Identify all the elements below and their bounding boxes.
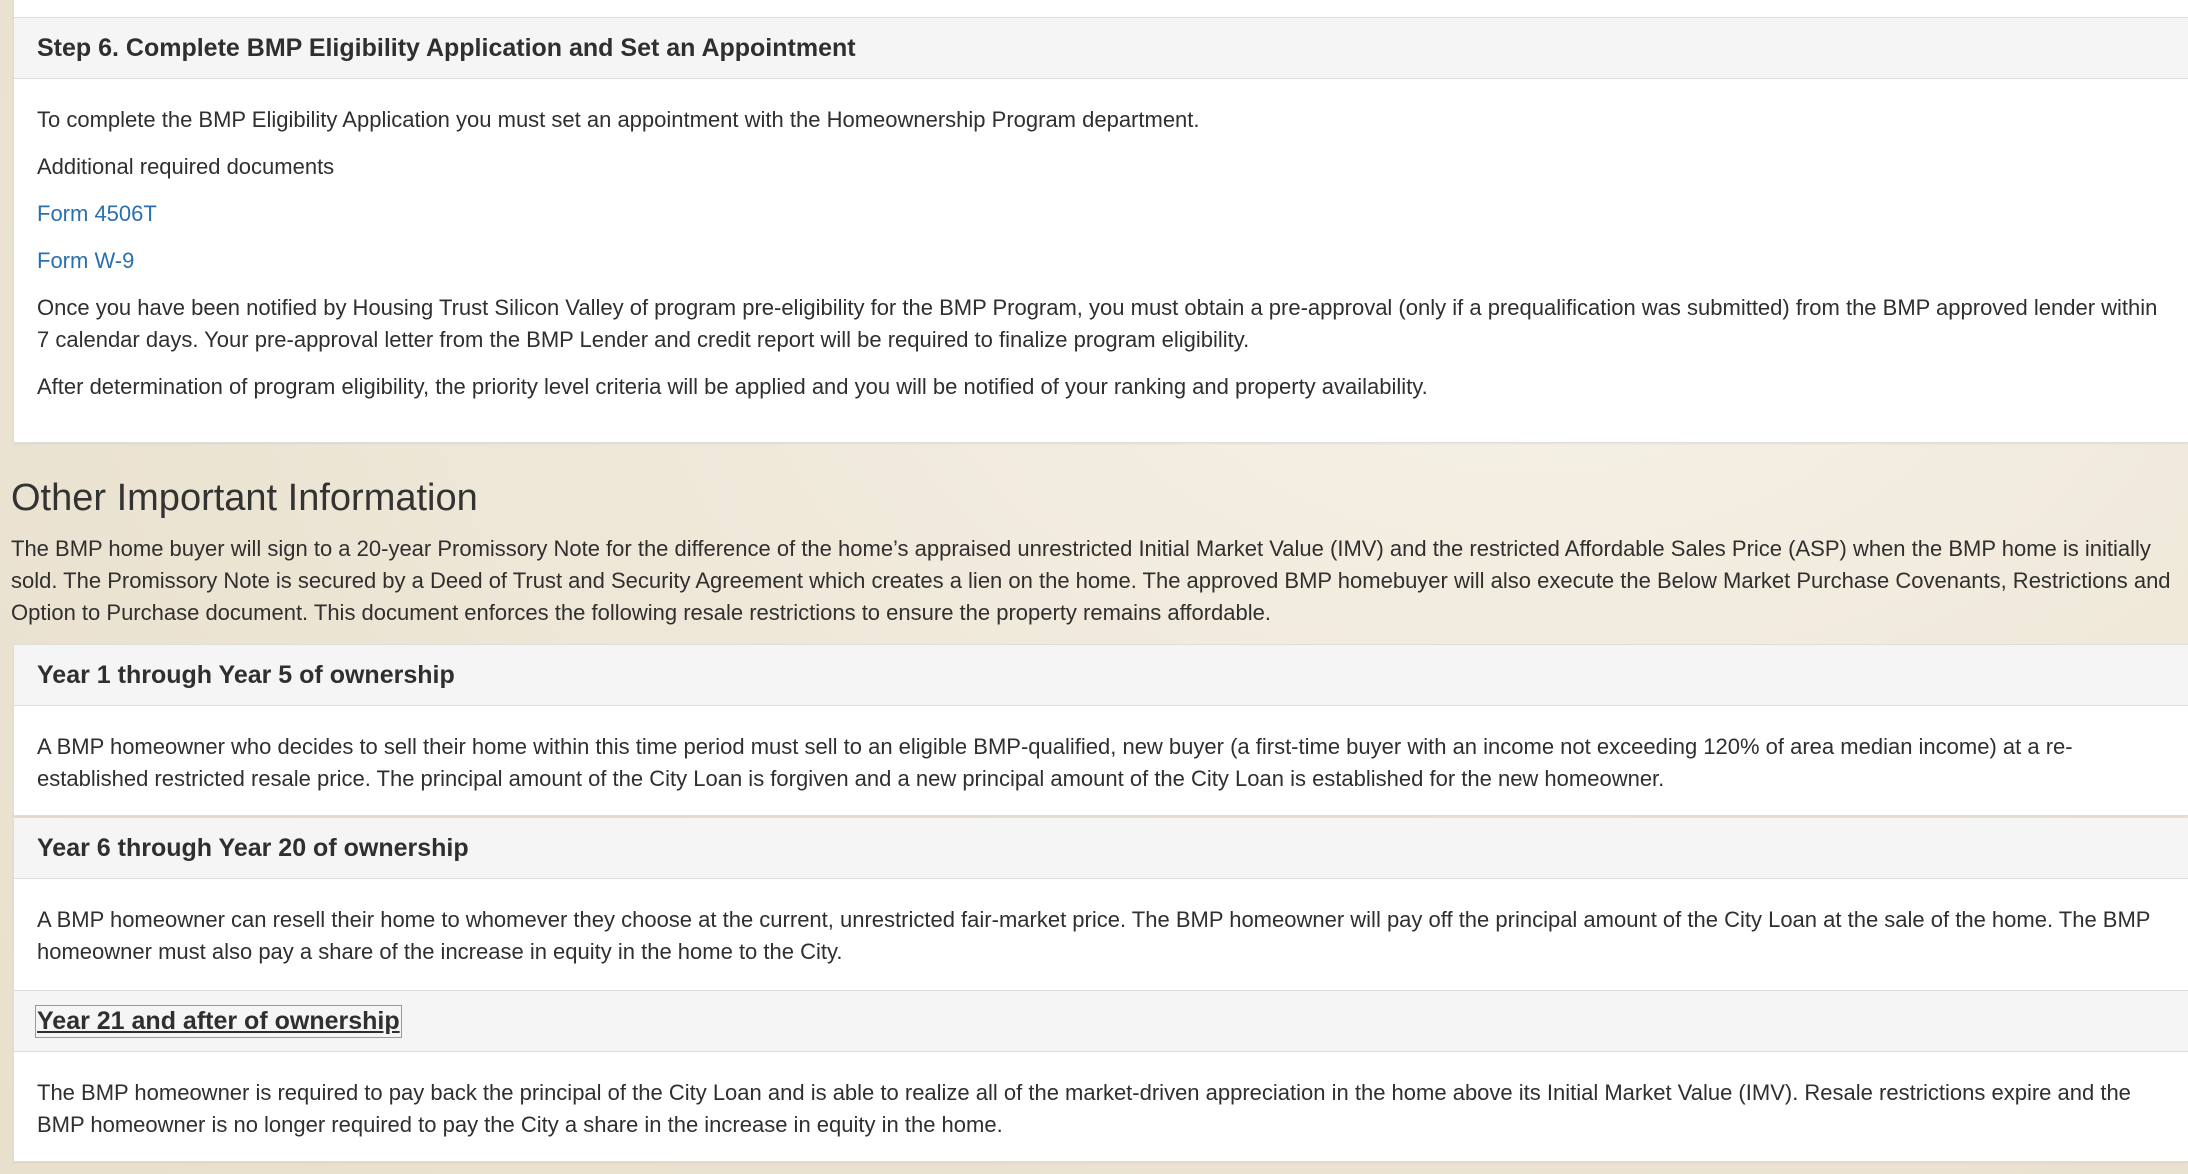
year21-heading (14, 991, 2188, 1052)
year1-5-panel (13, 644, 2188, 816)
step6-paragraph-appointment: To complete the BMP Eligibility Application you must set an appointment with the Homeownership Program department. (37, 107, 1200, 132)
form-w9-row (37, 245, 2165, 277)
previous-panel-edge (13, 0, 2188, 18)
year1-5-body (14, 731, 2188, 795)
year1-5-text: A BMP homeowner who decides to sell their home within this time period must sell to an eligible BMP-qualified, new buyer (a first-time buyer with an income not exceeding 120% of area median income) at a re-established restricted resale price. The principal amount of the City Loan is forgiven and a new principal amount of the City Loan is established for the new homeowner. (37, 734, 2073, 791)
other-info-intro: The BMP home buyer will sign to a 20-year Promissory Note for the difference of the home’s appraised unrestricted Initial Market Value (IMV) and the restricted Affordable Sales Price (ASP) when the BMP home is initially sold. The Promissory Note is secured by a Deed of Trust and Security Agreement which creates a lien on the home. The approved BMP homebuyer will also execute the Below Market Purchase Covenants, Restrictions and Option to Purchase document. This document enforces the following resale restrictions to ensure the property remains affordable. (11, 536, 2171, 625)
year21-body (14, 1077, 2188, 1141)
year21-panel (13, 990, 2188, 1162)
step6-title: Step 6. Complete BMP Eligibility Application and Set an Appointment (37, 33, 856, 62)
step6-panel (13, 17, 2188, 443)
year6-20-body (14, 904, 2188, 968)
year1-5-heading (14, 645, 2188, 706)
year6-20-panel (13, 817, 2188, 991)
step6-paragraph-preapproval: Once you have been notified by Housing Trust Silicon Valley of program pre-eligibility for the BMP Program, you must obtain a pre-approval (only if a prequalification was submitted) from the BMP approved lender within 7 calendar days. Your pre-approval letter from the BMP Lender and credit report will be required to finalize program eligibility. (37, 295, 2158, 352)
year1-5-title: Year 1 through Year 5 of ownership (37, 660, 455, 689)
step6-heading (14, 18, 2188, 79)
year6-20-text: A BMP homeowner can resell their home to whomever they choose at the current, unrestricted fair-market price. The BMP homeowner will pay off the principal amount of the City Loan at the sale of the home. The BMP homeowner must also pay a share of the increase in equity in the home to the City. (37, 907, 2151, 964)
year6-20-title: Year 6 through Year 20 of ownership (37, 833, 469, 862)
step6-paragraph-priority: After determination of program eligibility, the priority level criteria will be applied and you will be notified of your ranking and property availability. (37, 374, 1428, 399)
form-w9-link[interactable]: Form W-9 (37, 248, 135, 273)
year21-title[interactable]: Year 21 and after of ownership (37, 1006, 400, 1035)
form-4506t-link[interactable]: Form 4506T (37, 201, 157, 226)
other-info-title: Other Important Information (11, 477, 478, 519)
step6-body (14, 104, 2188, 403)
year6-20-heading (14, 818, 2188, 879)
step6-paragraph-documents: Additional required documents (37, 154, 335, 179)
year21-text: The BMP homeowner is required to pay back the principal of the City Loan and is able to realize all of the market-driven appreciation in the home above its Initial Market Value (IMV). Resale restrictions expire and the BMP homeowner is no longer required to pay the City a share in the increase in equity in the home. (37, 1080, 2131, 1137)
form-4506t-row (37, 198, 2165, 230)
